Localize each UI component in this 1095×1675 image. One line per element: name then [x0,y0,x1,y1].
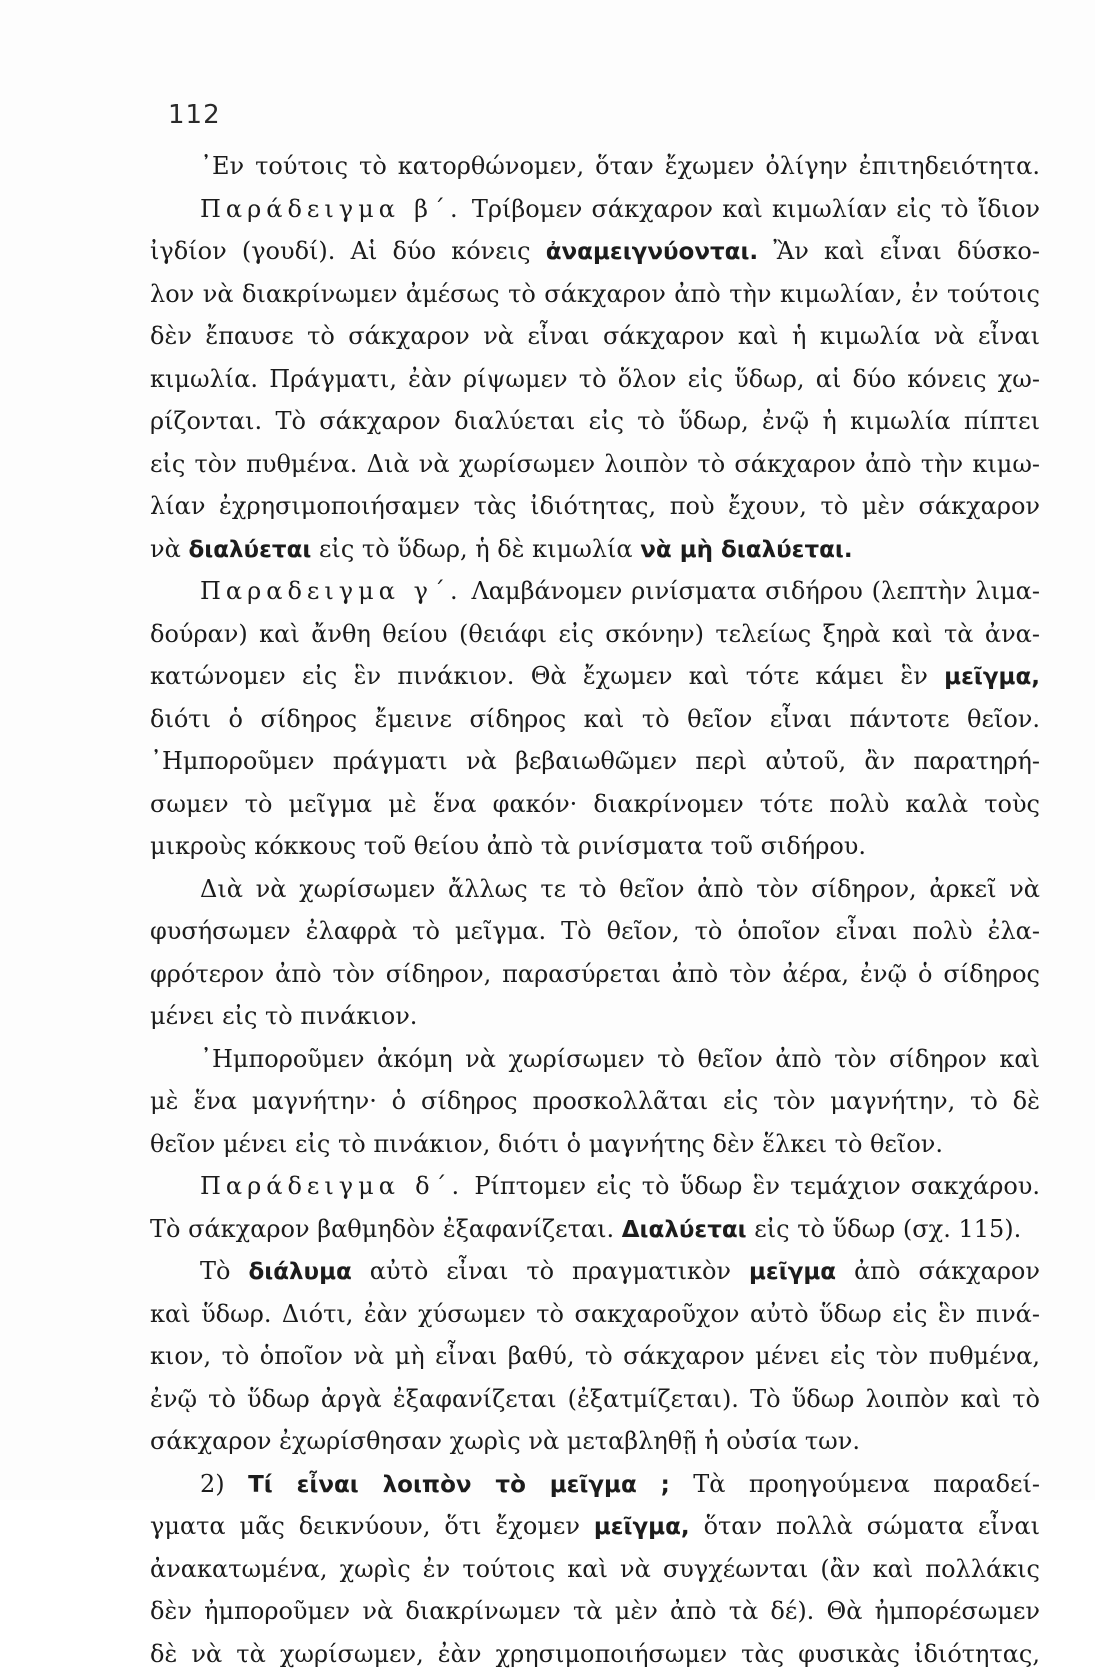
text-run: εἰς τὸ ὕδωρ, ἡ δὲ κιμωλία [311,535,640,563]
text-line [150,1335,1040,1378]
text-run: θεῖον μένει εἰς τὸ πινάκιον, διότι ὁ μαγνήτης δὲν ἕλκει τὸ θεῖον. [150,1130,943,1158]
text-run: ἀνακατωμένα, χωρὶς ἐν τούτοις καὶ νὰ συγχέωνται (ἂν καὶ πολλάκις [150,1555,1040,1583]
text-line [150,1420,1040,1463]
body-text [150,145,1040,1675]
text-line [150,145,1040,188]
text-line [150,485,1040,528]
bold-term: Τί εἶναι λοιπὸν τὸ μεῖγμα ; [248,1472,670,1498]
text-run: λίαν ἐχρησιμοποιήσαμεν τὰς ἰδιότητας, ποὺ ἔχουν, τὸ μὲν σάκχαρον [150,492,1040,520]
text-line [150,528,1040,571]
bold-term: μεῖγμα, [594,1514,690,1540]
text-run: καὶ ὕδωρ. Διότι, ἐὰν χύσωμεν τὸ σακχαροῦχον αὐτὸ ὕδωρ εἰς ἓν πινά- [150,1300,1040,1328]
text-run: Ἂν καὶ εἶναι δύσκο- [758,237,1040,265]
text-line [150,698,1040,741]
text-run: μικροὺς κόκκους τοῦ θείου ἀπὸ τὰ ρινίσματα τοῦ σιδήρου. [150,832,866,860]
text-run: εἰς τὸ ὕδωρ (σχ. 115). [747,1215,1022,1243]
text-run: Τὸ [200,1257,248,1285]
text-run: ᾿Εν τούτοις τὸ κατορθώνομεν, ὅταν ἔχωμεν ὀλίγην ἐπιτηδειότητα. [200,152,1040,180]
text-run: κατώνομεν εἰς ἓν πινάκιον. Θὰ ἔχωμεν καὶ τότε κάμει ἓν [150,662,944,690]
text-run: Τρίβομεν σάκχαρον καὶ κιμωλίαν εἰς τὸ ἴδιον [463,195,1040,223]
text-run: κιον, τὸ ὁποῖον νὰ μὴ εἶναι βαθύ, τὸ σάκχαρον μένει εἰς τὸν πυθμένα, [150,1342,1040,1370]
text-run: Παράδειγμα δ΄. [200,1172,464,1200]
text-run: φρότερον ἀπὸ τὸν σίδηρον, παρασύρεται ἀπὸ τὸν ἀέρα, ἐνῷ ὁ σίδηρος [150,960,1040,988]
text-line [150,443,1040,486]
text-line [150,358,1040,401]
text-line [150,740,1040,783]
text-line [150,1633,1040,1675]
text-run: δούραν) καὶ ἄνθη θείου (θειάφι εἰς σκόνην) τελείως ξηρὰ καὶ τὰ ἀνα- [150,620,1040,648]
text-run: δὲ νὰ τὰ χωρίσωμεν, ἐὰν χρησιμοποιήσωμεν τὰς φυσικὰς ἰδιότητας, [150,1640,1040,1668]
text-line [150,825,1040,868]
bold-term: Διαλύεται [622,1217,747,1243]
text-line [150,315,1040,358]
text-run: Λαμβάνομεν ρινίσματα σιδήρου (λεπτὴν λιμα- [463,577,1040,605]
text-run: ἐνῷ τὸ ὕδωρ ἀργὰ ἐξαφανίζεται (ἐξατμίζεται). Τὸ ὕδωρ λοιπὸν καὶ τὸ [150,1385,1040,1413]
text-line [150,570,1040,613]
text-run: σωμεν τὸ μεῖγμα μὲ ἕνα φακόν· διακρίνομεν τότε πολὺ καλὰ τοὺς [150,790,1040,818]
text-run: Τὸ σάκχαρον βαθμηδὸν ἐξαφανίζεται. [150,1215,622,1243]
text-line [150,1038,1040,1081]
text-run: εἰς τὸν πυθμένα. Διὰ νὰ χωρίσωμεν λοιπὸν τὸ σάκχαρον ἀπὸ τὴν κιμω- [150,450,1040,478]
text-run: λον νὰ διακρίνωμεν ἀμέσως τὸ σάκχαρον ἀπὸ τὴν κιμωλίαν, ἐν τούτοις [150,280,1040,308]
text-line [150,400,1040,443]
text-run: ἰγδίον (γουδί). Αἱ δύο κόνεις [150,237,546,265]
text-line [150,1463,1040,1506]
text-line [150,1505,1040,1548]
text-line [150,1165,1040,1208]
text-run: ὅταν πολλὰ σώματα εἶναι [690,1512,1040,1540]
text-run: μένει εἰς τὸ πινάκιον. [150,1002,417,1030]
text-run: κιμωλία. Πράγματι, ἐὰν ρίψωμεν τὸ ὅλον εἰς ὕδωρ, αἱ δύο κόνεις χω- [150,365,1040,393]
text-line [150,1123,1040,1166]
text-run: σάκχαρον ἐχωρίσθησαν χωρὶς νὰ μεταβληθῇ ἡ οὐσία των. [150,1427,860,1455]
text-line [150,230,1040,273]
text-line [150,1590,1040,1633]
text-run: δὲν ἔπαυσε τὸ σάκχαρον νὰ εἶναι σάκχαρον καὶ ἡ κιμωλία νὰ εἶναι [150,322,1040,350]
text-run: Ρίπτομεν εἰς τὸ ὕδωρ ἓν τεμάχιον σακχάρου. [464,1172,1040,1200]
text-run: 2) [200,1470,248,1498]
text-run: ᾿Ημποροῦμεν ἀκόμη νὰ χωρίσωμεν τὸ θεῖον ἀπὸ τὸν σίδηρον καὶ [200,1045,1040,1073]
text-run: μὲ ἕνα μαγνήτην· ὁ σίδηρος προσκολλᾶται εἰς τὸν μαγνήτην, τὸ δὲ [150,1087,1040,1115]
text-run: διότι ὁ σίδηρος ἔμεινε σίδηρος καὶ τὸ θεῖον εἶναι πάντοτε θεῖον. [150,705,1040,733]
text-run: Παραδειγμα γ΄. [200,577,463,605]
text-line [150,273,1040,316]
bold-term: μεῖγμα [749,1259,836,1285]
text-run: δὲν ἠμποροῦμεν νὰ διακρίνωμεν τὰ μὲν ἀπὸ τὰ δέ). Θὰ ἠμπορέσωμεν [150,1597,1040,1625]
text-run: Τὰ προηγούμενα παραδεί- [670,1470,1040,1498]
bold-term: μεῖγμα, [944,664,1040,690]
text-line [150,655,1040,698]
text-run: νὰ [150,535,188,563]
text-line [150,1548,1040,1591]
text-line [150,188,1040,231]
text-line [150,910,1040,953]
text-line [150,1293,1040,1336]
text-line [150,1080,1040,1123]
text-run: γματα μᾶς δεικνύουν, ὅτι ἔχομεν [150,1512,594,1540]
bold-term: διαλύεται [188,537,311,563]
text-line [150,1250,1040,1293]
text-run: ρίζονται. Τὸ σάκχαρον διαλύεται εἰς τὸ ὕδωρ, ἐνῷ ἡ κιμωλία πίπτει [150,407,1040,435]
text-line [150,995,1040,1038]
bold-term: διάλυμα [248,1259,351,1285]
text-run: ἀπὸ σάκχαρον [836,1257,1040,1285]
text-run: Διὰ νὰ χωρίσωμεν ἄλλως τε τὸ θεῖον ἀπὸ τὸν σίδηρον, ἀρκεῖ νὰ [200,875,1040,903]
text-line [150,613,1040,656]
text-line [150,1208,1040,1251]
text-run: ᾿Ημποροῦμεν πράγματι νὰ βεβαιωθῶμεν περὶ αὐτοῦ, ἂν παρατηρή- [150,747,1040,775]
text-run: αὐτὸ εἶναι τὸ πραγματικὸν [352,1257,749,1285]
bold-term: ἀναμειγνύονται. [546,239,758,265]
page-number: 112 [168,100,221,130]
bold-term: νὰ μὴ διαλύεται. [640,537,852,563]
text-line [150,953,1040,996]
text-run: φυσήσωμεν ἐλαφρὰ τὸ μεῖγμα. Τὸ θεῖον, τὸ ὁποῖον εἶναι πολὺ ἐλα- [150,917,1040,945]
text-run: Παράδειγμα β΄. [200,195,463,223]
text-line [150,1378,1040,1421]
text-line [150,868,1040,911]
text-line [150,783,1040,826]
